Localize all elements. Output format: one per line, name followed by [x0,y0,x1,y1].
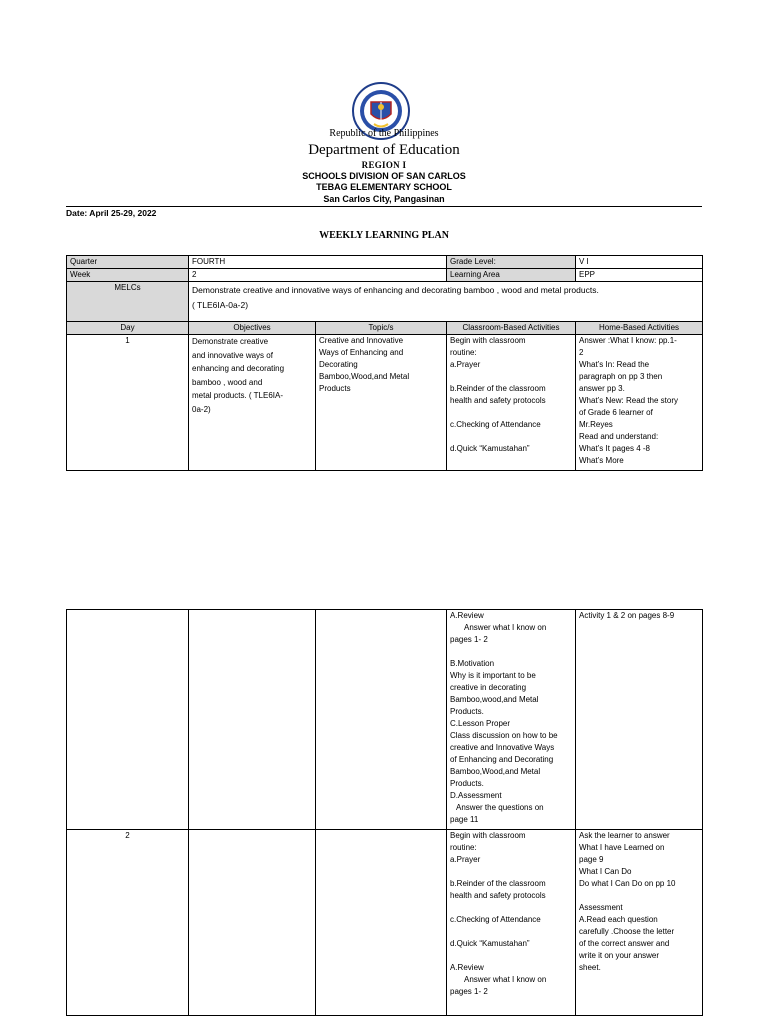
learning-area-label: Learning Area [447,269,576,282]
col-header-topics: Topic/s [316,322,447,335]
learning-area-value: EPP [576,269,703,282]
day-1-number: 1 [67,335,189,471]
cont-topics [316,610,447,830]
col-header-objectives: Objectives [189,322,316,335]
learning-plan-table-page2 [66,609,703,1016]
col-header-classroom: Classroom-Based Activities [447,322,576,335]
day-2-number: 2 [67,830,189,1016]
region-text: REGION I [361,160,407,170]
cont-home-activities: Activity 1 & 2 on pages 8-9 [576,610,703,830]
melcs-label: MELCs [67,282,189,322]
melcs-text [189,282,703,322]
day-2-home-activities: Ask the learner to answer What I have Learned on page 9 What I Can Do Do what I Can Do on pp 10 Assessment A.Read each question carefully .Choose the letter of the correct answer and write it on your answer sheet. [576,830,703,1016]
cont-day [67,610,189,830]
week-value: 2 [189,269,447,282]
day-2-classroom-activities: Begin with classroom routine: a.Prayer b.Reinder of the classroom health and safety protocols c.Checking of Attendance d.Quick “Kamustahan” A.Review Answer what I know on pages 1- 2 [447,830,576,1016]
city-text: San Carlos City, Pangasinan [323,194,445,204]
col-header-home: Home-Based Activities [576,322,703,335]
day-2-topics [316,830,447,1016]
quarter-value: FOURTH [189,256,447,269]
melcs-line-1: Demonstrate creative and innovative ways of enhancing and decorating bamboo , wood and metal products. [192,285,599,295]
day-1-topics: Creative and Innovative Ways of Enhancing and Decorating Bamboo,Wood,and Metal Products [316,335,447,471]
department-title: Department of Education [308,142,460,158]
quarter-label: Quarter [67,256,189,269]
plan-title: WEEKLY LEARNING PLAN [319,230,449,241]
cont-objectives [189,610,316,830]
learning-plan-table-page1 [66,255,703,471]
date-text: Date: April 25-29, 2022 [66,208,157,218]
melcs-line-2: ( TLE6IA-0a-2) [192,300,249,310]
col-header-day: Day [67,322,189,335]
cont-classroom-activities: A.Review Answer what I know on pages 1- 2 B.Motivation Why is it important to be creative in decorating Bamboo,wood,and Metal Products. C.Lesson Proper Class discussion on how to be creative and Innovative Ways of Enhancing and Decorating Bamboo,Wood,and Metal Products. D.Assessment Answer the questions on page 11 [447,610,576,830]
day-1-home-activities: Answer :What I know: pp.1- 2 What’s In: Read the paragraph on pp 3 then answer pp 3. What’s New: Read the story of Grade 6 learner of Mr.Reyes Read and understand: What’s It pages 4 -8 What’s More [576,335,703,471]
day-1-objectives: Demonstrate creative and innovative ways of enhancing and decorating bamboo , wood and metal products. ( TLE6IA- 0a-2) [189,335,316,471]
division-text: SCHOOLS DIVISION OF SAN CARLOS [302,171,466,181]
grade-level-label: Grade Level: [447,256,576,269]
republic-text: Republic of the Philippines [329,128,439,139]
grade-level-value: V I [576,256,703,269]
school-name: TEBAG ELEMENTARY SCHOOL [316,182,452,192]
header-divider [66,206,702,207]
day-1-classroom-activities: Begin with classroom routine: a.Prayer b.Reinder of the classroom health and safety protocols c.Checking of Attendance d.Quick “Kamustahan” [447,335,576,471]
day-2-objectives [189,830,316,1016]
week-label: Week [67,269,189,282]
